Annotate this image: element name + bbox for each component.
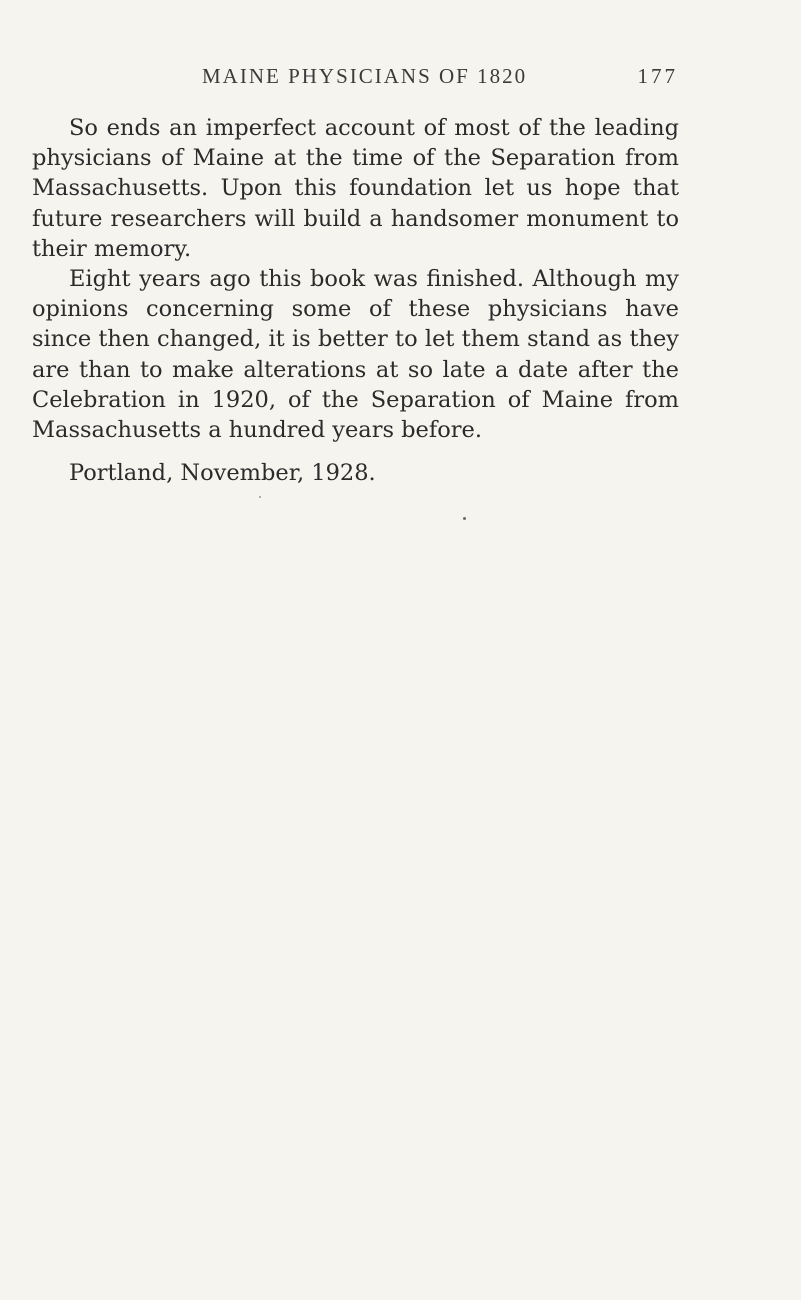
paper-speck xyxy=(259,496,261,498)
page-number: 177 xyxy=(637,64,678,88)
paragraph-1: So ends an imperfect account of most of the leading physicians of Maine at the time of the Separation from Massachusetts. Upon this foundation let us hope that future researchers will build a handsomer monument to their memory. xyxy=(32,115,679,262)
paragraph-2: Eight years ago this book was finished. Although my opinions concerning some of these physicians have since then changed, it is better to let them stand as they are than to make alterations at so late a date after the Celebration in 1920, of the Separation of Maine from Massachusetts a hundred years before. xyxy=(32,266,679,444)
running-head xyxy=(202,64,678,94)
running-head-title: MAINE PHYSICIANS OF 1820 xyxy=(202,64,528,88)
paper-speck xyxy=(463,517,466,520)
body-text xyxy=(32,113,679,488)
dateline: Portland, November, 1928. xyxy=(69,460,376,487)
